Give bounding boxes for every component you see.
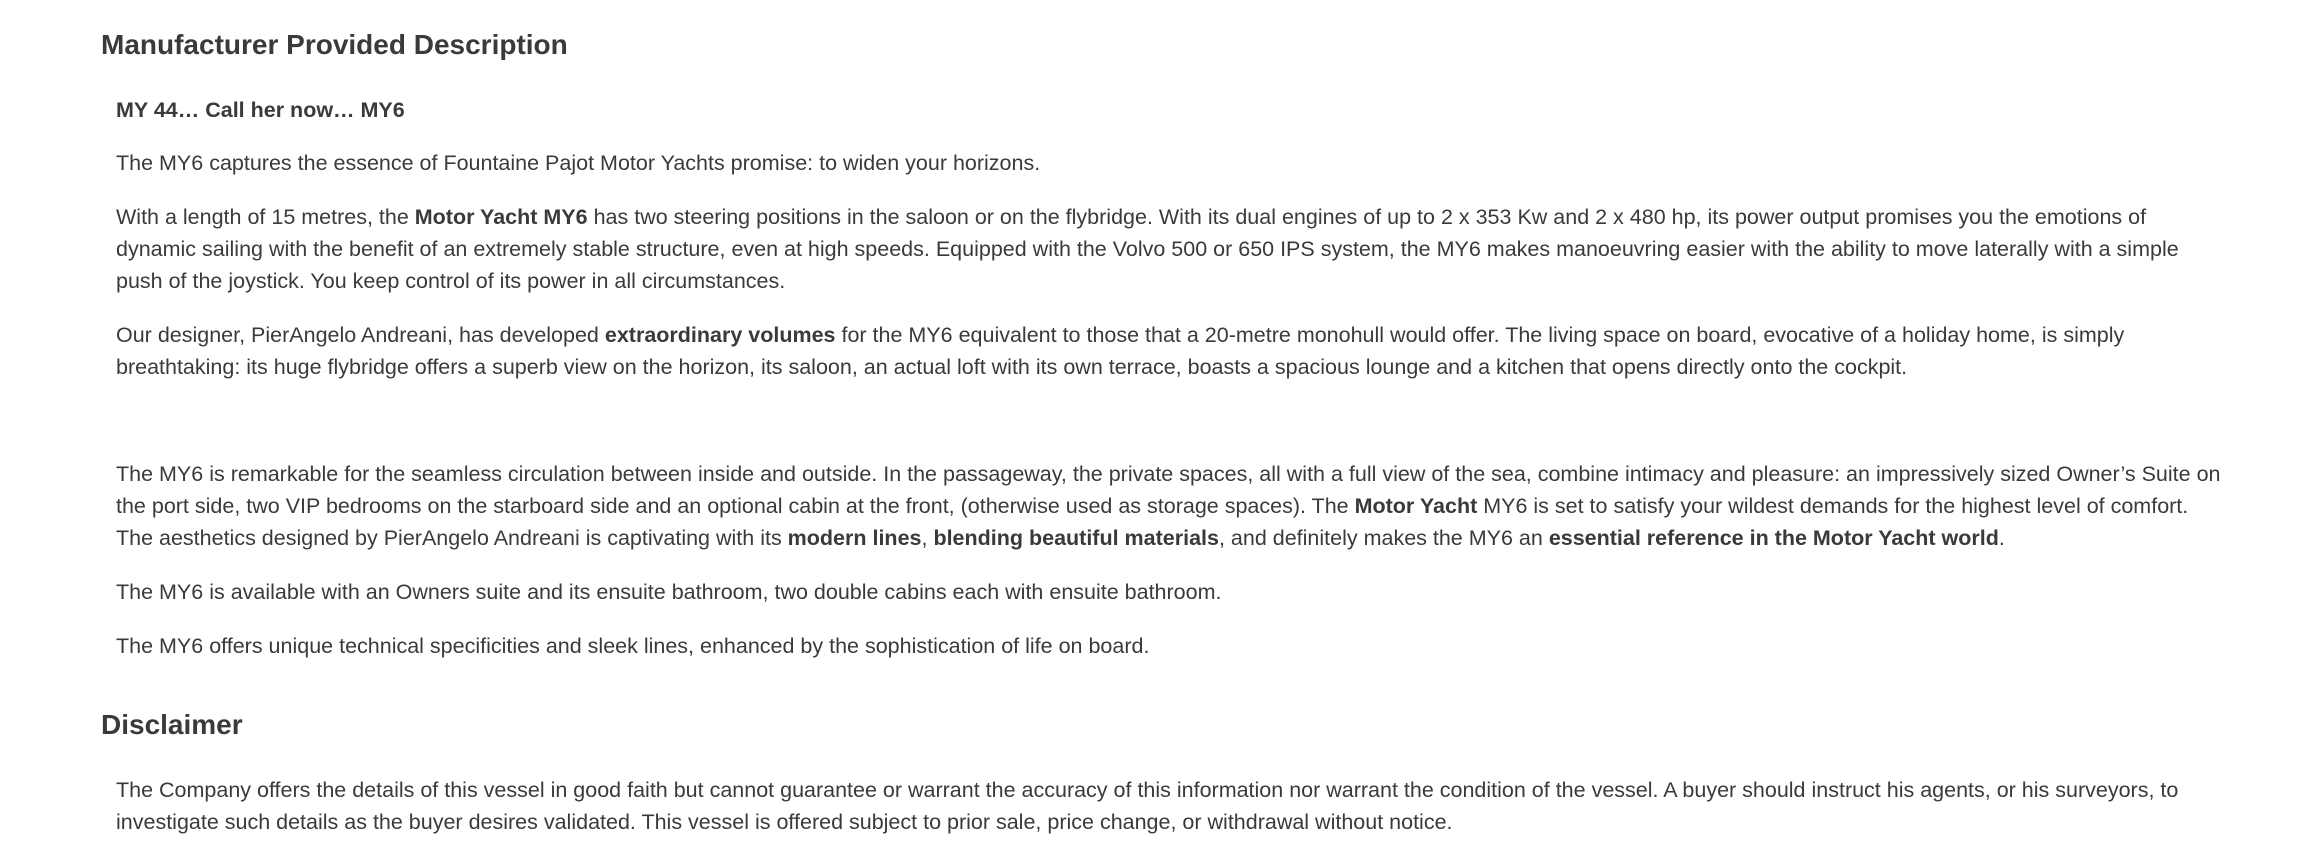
circulation-paragraph — [116, 458, 2226, 554]
tagline — [116, 94, 2226, 126]
designer-text-2: for the MY6 equivalent to those that a 20-metre monohull would offer. The living space on board, evocative of a holiday home, is simply breathtaking: its huge flybridge offers a superb view on the horizon, its saloon, an actual loft with its own terrace, boasts a spacious lounge and a kitchen that opens directly onto the cockpit. — [116, 323, 2125, 379]
length-text-1: With a length of 15 metres, the — [116, 205, 415, 229]
disclaimer-heading: Disclaimer — [101, 709, 243, 740]
circulation-bold-4: essential reference in the Motor Yacht world — [1548, 526, 1999, 550]
circulation-bold-3: blending beautiful materials — [933, 526, 1219, 550]
disclaimer-paragraph: The Company offers the details of this vessel in good faith but cannot guarantee or warrant the accuracy of this information nor warrant the condition of the vessel. A buyer should instruct his agents, or his surveyors, to investigate such details as the buyer desires validated. This vessel is offered subject to prior sale, price change, or withdrawal without notice. — [116, 778, 2179, 834]
circulation-text-4: , and definitely makes the MY6 an — [1218, 526, 1549, 550]
circulation-bold-2: modern lines — [787, 526, 922, 550]
tagline-text: MY 44… Call her now… MY6 — [116, 98, 405, 122]
circulation-bold-1: Motor Yacht — [1354, 494, 1478, 518]
intro-paragraph: The MY6 captures the essence of Fountaine Pajot Motor Yachts promise: to widen your horizons. — [116, 151, 1041, 175]
available-paragraph: The MY6 is available with an Owners suite and its ensuite bathroom, two double cabins each with ensuite bathroom. — [116, 580, 1222, 604]
length-text-2: has two steering positions in the saloon or on the flybridge. With its dual engines of up to 2 x 353 Kw and 2 x 480 hp, its power output promises you the emotions of dynamic sailing with the benefit of an extremely stable structure, even at high speeds. Equipped with the Volvo 500 or 650 IPS system, the MY6 makes manoeuvring easier with the ability to move laterally with a simple push of the joystick. You keep control of its power in all circumstances. — [116, 205, 2179, 293]
designer-paragraph — [116, 319, 2226, 383]
length-bold-1: Motor Yacht MY6 — [414, 205, 588, 229]
offers-paragraph: The MY6 offers unique technical specificities and sleek lines, enhanced by the sophistication of life on board. — [116, 634, 1150, 658]
description-heading: Manufacturer Provided Description — [101, 29, 568, 60]
circulation-text-1: The MY6 is remarkable for the seamless circulation between inside and outside. In the passageway, the private spaces, all with a full view of the sea, combine intimacy and pleasure: an impressively sized Owner’s Suite on the port side, two VIP bedrooms on the starboard side and an optional cabin at the front, (otherwise used as storage spaces). The — [116, 462, 2221, 518]
designer-text-1: Our designer, PierAngelo Andreani, has developed — [116, 323, 605, 347]
circulation-text-2: MY6 is set to satisfy your wildest demands for the highest level of comfort. The aesthetics designed by PierAngelo Andreani is captivating with its — [116, 494, 2189, 550]
circulation-text-5: . — [1998, 526, 2005, 550]
designer-bold-1: extraordinary volumes — [604, 323, 836, 347]
length-paragraph — [116, 201, 2226, 297]
circulation-text-3: , — [921, 526, 934, 550]
